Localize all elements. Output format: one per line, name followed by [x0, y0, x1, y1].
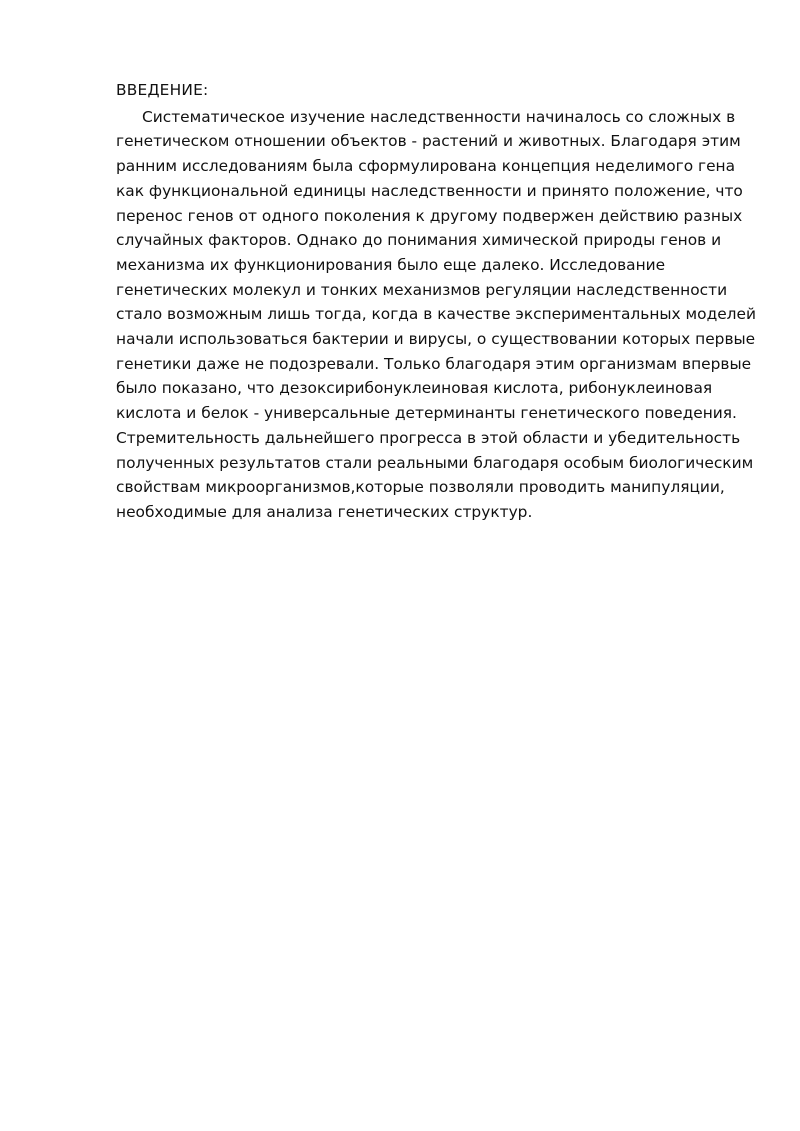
paragraph-line: механизма их функционирования было еще далеко. Исследование	[116, 255, 666, 274]
paragraph-line: кислота и белок - универсальные детерминанты генетического поведения.	[116, 404, 737, 423]
paragraph-line: необходимые для анализа генетических структур.	[116, 502, 533, 521]
paragraph-line: ранним исследованиям была сформулирована концепция неделимого гена	[116, 157, 736, 176]
paragraph-line: перенос генов от одного поколения к другому подвержен действию разных	[116, 206, 743, 225]
paragraph-line: было показано, что дезоксирибонуклеиновая кислота, рибонуклеиновая	[116, 379, 713, 398]
paragraph-line: свойствам микроорганизмов,которые позволяли проводить манипуляции,	[116, 478, 725, 497]
paragraph-line: Систематическое изучение наследственности начиналось со сложных в	[142, 107, 736, 126]
paragraph-line: Стремительность дальнейшего прогресса в этой области и убедительность	[116, 428, 741, 447]
paragraph-line: генетики даже не подозревали. Только благодаря этим организмам впервые	[116, 354, 752, 373]
paragraph-line: случайных факторов. Однако до понимания химической природы генов и	[116, 231, 722, 250]
paragraph-line: стало возможным лишь тогда, когда в качестве экспериментальных моделей	[116, 305, 756, 324]
document-body	[116, 78, 756, 525]
paragraph-line: начали использоваться бактерии и вирусы, о существовании которых первые	[116, 330, 756, 349]
paragraph-line: генетических молекул и тонких механизмов регуляции наследственности	[116, 280, 728, 299]
section-heading: ВВЕДЕНИЕ:	[116, 81, 209, 99]
paragraph-line: полученных результатов стали реальными благодаря особым биологическим	[116, 453, 754, 472]
paragraph-line: как функциональной единицы наследственности и принято положение, что	[116, 181, 743, 200]
paragraph-line: генетическом отношении объектов - растений и животных. Благодаря этим	[116, 132, 741, 151]
body-paragraph	[116, 105, 756, 525]
